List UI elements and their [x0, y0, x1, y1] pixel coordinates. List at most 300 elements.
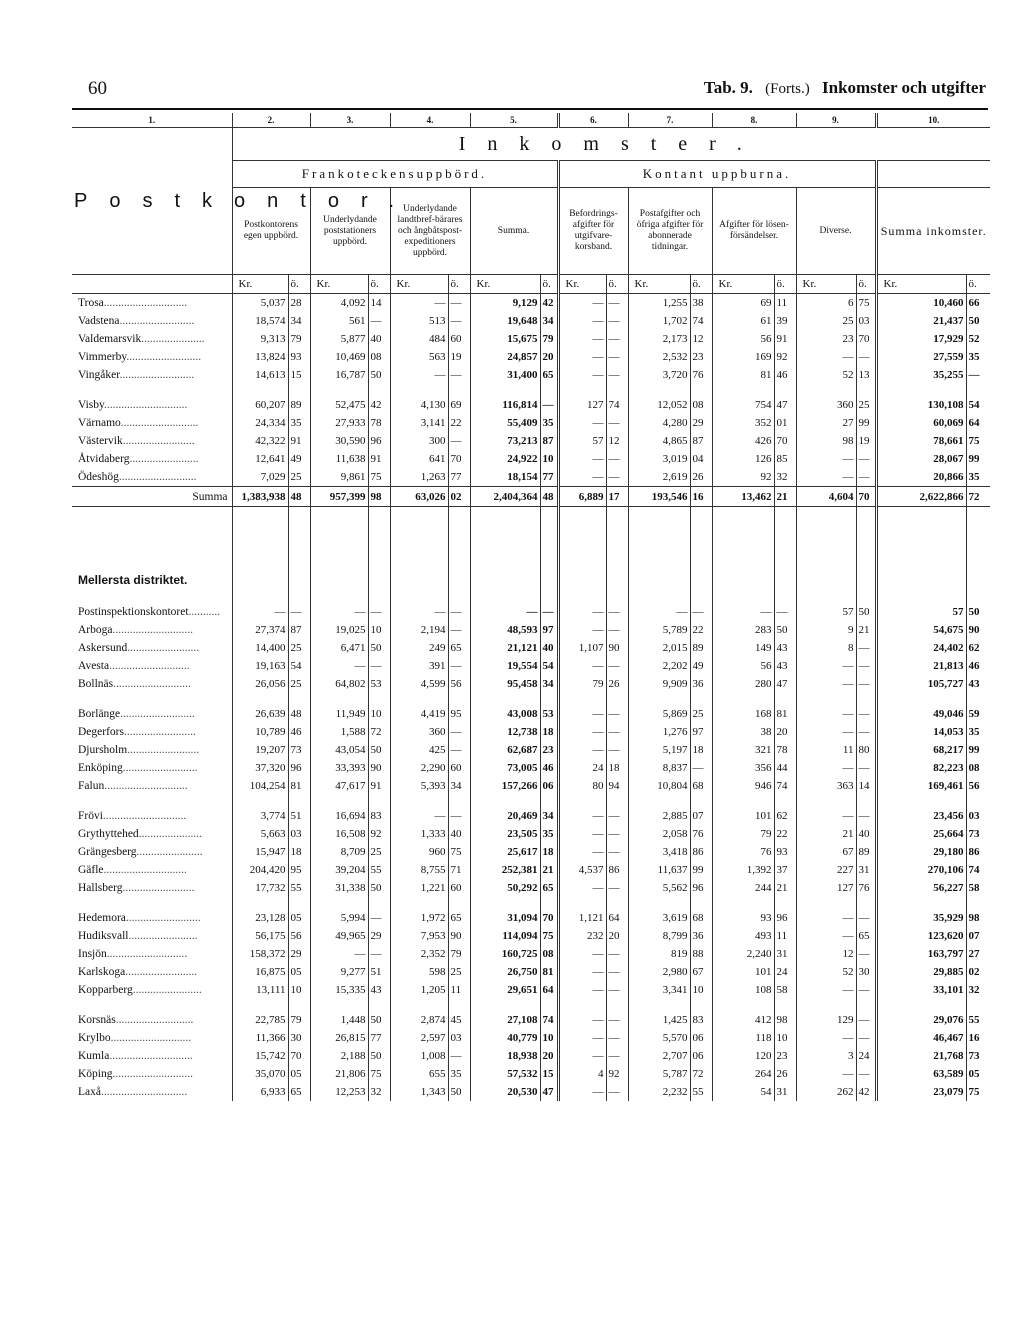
cell-ore: 05 — [966, 1065, 990, 1083]
cell-ore: — — [856, 1029, 876, 1047]
cell-kronor: 149 — [712, 639, 774, 657]
cell-ore: 96 — [690, 879, 712, 897]
cell-kronor: 6,471 — [310, 639, 368, 657]
cell-kronor: 27,933 — [310, 414, 368, 432]
banner-inkomster: Inkomster. — [232, 128, 990, 161]
cell-kronor: 8,755 — [390, 861, 448, 879]
column-number: 10. — [876, 113, 990, 128]
cell-ore: 16 — [690, 487, 712, 507]
cell-ore: 54 — [288, 657, 310, 675]
leader-dots: ........................ — [128, 930, 198, 942]
cell-ore: 91 — [288, 432, 310, 450]
cell-ore: — — [856, 723, 876, 741]
cell-ore: 43 — [774, 657, 796, 675]
cell-ore: 27 — [966, 945, 990, 963]
cell-ore: 24 — [774, 963, 796, 981]
cell-kronor: 40,779 — [470, 1029, 540, 1047]
cell-ore: 35 — [966, 723, 990, 741]
cell-kronor: — — [796, 807, 856, 825]
cell-kronor: 264 — [712, 1065, 774, 1083]
cell-kronor: 27,559 — [876, 348, 966, 366]
cell-ore: 46 — [966, 657, 990, 675]
cell-ore: 22 — [774, 825, 796, 843]
cell-ore: 21 — [774, 879, 796, 897]
cell-kronor: 21,806 — [310, 1065, 368, 1083]
cell-kronor: 2,885 — [628, 807, 690, 825]
cell-kronor: 1,107 — [558, 639, 606, 657]
cell-ore: 10 — [368, 621, 390, 639]
cell-ore: 03 — [856, 312, 876, 330]
cell-kronor: 19,554 — [470, 657, 540, 675]
cell-kronor: 5,562 — [628, 879, 690, 897]
cell-kronor: — — [558, 723, 606, 741]
cell-ore: 08 — [690, 396, 712, 414]
cell-ore: 87 — [540, 432, 558, 450]
cell-kronor: 27 — [796, 414, 856, 432]
cell-ore: 08 — [368, 348, 390, 366]
leader-dots: ........................... — [118, 471, 197, 483]
cell-ore: 35 — [966, 348, 990, 366]
cell-kronor: 49,046 — [876, 705, 966, 723]
cell-ore: — — [606, 1083, 628, 1101]
cell-kronor: 360 — [390, 723, 448, 741]
cell-ore: 81 — [288, 777, 310, 795]
row-label: Degerfors......................... — [78, 726, 196, 738]
cell-kronor: 18,574 — [232, 312, 288, 330]
row-label: Hallsberg......................... — [78, 882, 195, 894]
unit-kr: Kr. — [796, 275, 856, 294]
column-number: 3. — [310, 113, 390, 128]
cell-ore: 22 — [448, 414, 470, 432]
cell-ore: 06 — [690, 1029, 712, 1047]
cell-kronor: 37,320 — [232, 759, 288, 777]
cell-ore: 03 — [448, 1029, 470, 1047]
column-number: 8. — [712, 113, 796, 128]
cell-ore: 46 — [774, 366, 796, 384]
cell-kronor: 2,194 — [390, 621, 448, 639]
cell-kronor: 15,742 — [232, 1047, 288, 1065]
cell-kronor: 232 — [558, 927, 606, 945]
cell-kronor: 2,290 — [390, 759, 448, 777]
cell-kronor: 5,787 — [628, 1065, 690, 1083]
leader-dots: ......................... — [127, 642, 200, 654]
table-row — [72, 603, 990, 621]
cell-ore: 98 — [966, 909, 990, 927]
cell-kronor: — — [558, 825, 606, 843]
cell-kronor: 92 — [712, 468, 774, 487]
cell-ore: 74 — [690, 312, 712, 330]
table-row — [72, 705, 990, 723]
cell-kronor: 21 — [796, 825, 856, 843]
cell-ore: 86 — [690, 843, 712, 861]
row-label: Hudiksvall........................ — [78, 930, 198, 942]
cell-kronor: 23,128 — [232, 909, 288, 927]
table-row — [72, 621, 990, 639]
cell-kronor: 2,980 — [628, 963, 690, 981]
cell-kronor: 31,400 — [470, 366, 540, 384]
cell-ore: 93 — [288, 348, 310, 366]
cell-kronor: 46,467 — [876, 1029, 966, 1047]
cell-kronor: 67 — [796, 843, 856, 861]
cell-ore: 43 — [966, 675, 990, 693]
cell-ore: 74 — [606, 396, 628, 414]
cell-ore: 65 — [856, 927, 876, 945]
cell-kronor: 26,056 — [232, 675, 288, 693]
spacer-row — [72, 693, 990, 705]
cell-kronor: 957,399 — [310, 487, 368, 507]
cell-ore: — — [690, 759, 712, 777]
cell-ore: 29 — [288, 945, 310, 963]
cell-kronor: 57 — [558, 432, 606, 450]
cell-ore: 06 — [540, 777, 558, 795]
cell-ore: 42 — [368, 396, 390, 414]
cell-kronor: 24,922 — [470, 450, 540, 468]
cell-kronor: 754 — [712, 396, 774, 414]
cell-ore: 56 — [288, 927, 310, 945]
row-label: Vingåker.......................... — [78, 369, 195, 381]
cell-kronor: 28,067 — [876, 450, 966, 468]
cell-kronor: 3 — [796, 1047, 856, 1065]
leader-dots: .............................. — [100, 1086, 188, 1098]
cell-ore: 91 — [368, 450, 390, 468]
cell-kronor: — — [390, 603, 448, 621]
cell-kronor: 193,546 — [628, 487, 690, 507]
cell-kronor: 118 — [712, 1029, 774, 1047]
cell-ore: 65 — [448, 909, 470, 927]
cell-kronor: 23,456 — [876, 807, 966, 825]
cell-ore: 45 — [448, 1011, 470, 1029]
cell-ore: 29 — [368, 927, 390, 945]
cell-ore: 28 — [288, 294, 310, 313]
cell-kronor: 563 — [390, 348, 448, 366]
cell-ore: 54 — [966, 396, 990, 414]
cell-kronor: 31,094 — [470, 909, 540, 927]
cell-kronor: 7,029 — [232, 468, 288, 487]
unit-ore: ö. — [690, 275, 712, 294]
cell-ore: 46 — [540, 759, 558, 777]
cell-ore: 65 — [288, 1083, 310, 1101]
cell-kronor: — — [390, 366, 448, 384]
cell-ore: 73 — [966, 825, 990, 843]
table-row — [72, 432, 990, 450]
cell-kronor: 29,885 — [876, 963, 966, 981]
table-row — [72, 861, 990, 879]
cell-kronor: 17,929 — [876, 330, 966, 348]
cell-ore: — — [540, 603, 558, 621]
row-label: Grythyttehed...................... — [78, 828, 202, 840]
cell-ore: 19 — [856, 432, 876, 450]
unit-ore: ö. — [856, 275, 876, 294]
cell-kronor: 561 — [310, 312, 368, 330]
leader-dots: ........... — [188, 606, 221, 618]
cell-ore: — — [606, 741, 628, 759]
cell-kronor: 5,869 — [628, 705, 690, 723]
unit-ore: ö. — [288, 275, 310, 294]
row-label: Kumla............................. — [78, 1050, 193, 1062]
unit-ore: ö. — [774, 275, 796, 294]
column-number: 6. — [558, 113, 628, 128]
cell-ore: — — [856, 348, 876, 366]
cell-kronor: 120 — [712, 1047, 774, 1065]
column-number: 7. — [628, 113, 712, 128]
cell-ore: 70 — [856, 487, 876, 507]
cell-ore: 65 — [448, 639, 470, 657]
cell-kronor: 227 — [796, 861, 856, 879]
cell-ore: — — [448, 312, 470, 330]
cell-ore: — — [966, 366, 990, 384]
cell-ore: 38 — [690, 294, 712, 313]
cell-ore: 90 — [448, 927, 470, 945]
cell-kronor: 1,702 — [628, 312, 690, 330]
cell-ore: 15 — [288, 366, 310, 384]
cell-ore: — — [606, 468, 628, 487]
cell-kronor: 21,813 — [876, 657, 966, 675]
cell-kronor: 4,130 — [390, 396, 448, 414]
cell-ore: 20 — [774, 723, 796, 741]
cell-kronor: 11,949 — [310, 705, 368, 723]
leader-dots: ...................... — [138, 828, 202, 840]
cell-kronor: 1,263 — [390, 468, 448, 487]
leader-dots: ............................. — [104, 399, 188, 411]
table-row — [72, 675, 990, 693]
cell-kronor: 2,015 — [628, 639, 690, 657]
cell-kronor: 262 — [796, 1083, 856, 1101]
cell-kronor: — — [796, 1065, 856, 1083]
cell-ore: 89 — [856, 843, 876, 861]
row-label: Åtvidaberg........................ — [78, 453, 199, 465]
cell-kronor: 19,163 — [232, 657, 288, 675]
row-label: Karlskoga......................... — [78, 966, 198, 978]
cell-ore: 70 — [774, 432, 796, 450]
section-row — [72, 569, 990, 591]
cell-ore: 56 — [966, 777, 990, 795]
cell-ore: 70 — [856, 330, 876, 348]
cell-ore: — — [448, 366, 470, 384]
cell-ore: 44 — [774, 759, 796, 777]
cell-kronor: 484 — [390, 330, 448, 348]
cell-ore: 53 — [368, 675, 390, 693]
cell-kronor: 25,617 — [470, 843, 540, 861]
cell-ore: 77 — [368, 1029, 390, 1047]
cell-ore: 76 — [690, 366, 712, 384]
cell-ore: 60 — [448, 879, 470, 897]
table-row — [72, 330, 990, 348]
cell-kronor: — — [796, 705, 856, 723]
unit-ore: ö. — [448, 275, 470, 294]
cell-ore: 99 — [856, 414, 876, 432]
cell-kronor: 78,661 — [876, 432, 966, 450]
cell-kronor: 5,789 — [628, 621, 690, 639]
table-row — [72, 366, 990, 384]
spacer-row — [72, 507, 990, 570]
cell-ore: 51 — [288, 807, 310, 825]
cell-ore: 25 — [448, 963, 470, 981]
leader-dots: ............................. — [104, 780, 188, 792]
cell-kronor: — — [232, 603, 288, 621]
cell-ore: — — [856, 759, 876, 777]
cell-kronor: — — [558, 621, 606, 639]
leader-dots: ........................ — [132, 984, 202, 996]
cell-kronor: 425 — [390, 741, 448, 759]
cell-ore: — — [606, 945, 628, 963]
header-landtbrefbarare: Underlydande landtbref-bärares och ångbåtspost-expeditioners uppbörd. — [390, 188, 470, 275]
cell-ore: — — [288, 603, 310, 621]
row-label: Värnamo........................... — [78, 417, 199, 429]
column-number: 9. — [796, 113, 876, 128]
cell-kronor: 24,857 — [470, 348, 540, 366]
cell-kronor: 29,651 — [470, 981, 540, 999]
cell-ore: — — [368, 312, 390, 330]
cell-kronor: 8 — [796, 639, 856, 657]
cell-kronor: 1,425 — [628, 1011, 690, 1029]
cell-ore: 78 — [368, 414, 390, 432]
cell-ore: 32 — [368, 1083, 390, 1101]
cell-kronor: 68,217 — [876, 741, 966, 759]
unit-kr: Kr. — [558, 275, 606, 294]
cell-ore: 50 — [368, 1011, 390, 1029]
group-kontant: Kontant uppburna. — [558, 161, 876, 188]
cell-ore: 81 — [540, 963, 558, 981]
cell-ore: 70 — [448, 450, 470, 468]
cell-kronor: 3,774 — [232, 807, 288, 825]
cell-ore: 18 — [540, 843, 558, 861]
cell-ore: 99 — [966, 450, 990, 468]
cell-ore: 69 — [448, 396, 470, 414]
cell-kronor: 252,381 — [470, 861, 540, 879]
cell-ore: 25 — [288, 675, 310, 693]
cell-kronor: — — [310, 657, 368, 675]
cell-ore: 23 — [690, 348, 712, 366]
leader-dots: ......................... — [123, 726, 196, 738]
leader-dots: .......................... — [125, 912, 201, 924]
income-table — [72, 113, 990, 1101]
cell-ore: — — [606, 414, 628, 432]
cell-kronor: 160,725 — [470, 945, 540, 963]
cell-kronor: 20,866 — [876, 468, 966, 487]
cell-kronor: 25 — [796, 312, 856, 330]
leader-dots: .......................... — [126, 351, 202, 363]
cell-kronor: — — [310, 945, 368, 963]
cell-ore: 55 — [966, 1011, 990, 1029]
cell-ore: — — [606, 312, 628, 330]
cell-kronor: 8,709 — [310, 843, 368, 861]
table-row — [72, 396, 990, 414]
cell-kronor: 12,253 — [310, 1083, 368, 1101]
cell-kronor: 4,280 — [628, 414, 690, 432]
cell-ore: 05 — [288, 1065, 310, 1083]
cell-ore: 39 — [774, 312, 796, 330]
cell-ore: 34 — [448, 777, 470, 795]
cell-kronor: 127 — [558, 396, 606, 414]
leader-dots: ......................... — [127, 744, 200, 756]
cell-kronor: 204,420 — [232, 861, 288, 879]
cell-ore: 19 — [448, 348, 470, 366]
running-title — [704, 78, 986, 98]
cell-kronor: 11,638 — [310, 450, 368, 468]
cell-kronor: 1,972 — [390, 909, 448, 927]
cell-kronor: 69 — [712, 294, 774, 313]
cell-ore: 60 — [448, 330, 470, 348]
cell-ore: 58 — [774, 981, 796, 999]
cell-kronor: 23 — [796, 330, 856, 348]
leader-dots: ............................ — [112, 624, 193, 636]
cell-ore: 86 — [966, 843, 990, 861]
cell-kronor: 2,352 — [390, 945, 448, 963]
cell-kronor: 2,597 — [390, 1029, 448, 1047]
cell-ore: 16 — [966, 1029, 990, 1047]
row-label: Djursholm......................... — [78, 744, 200, 756]
cell-kronor: 95,458 — [470, 675, 540, 693]
cell-ore: 11 — [448, 981, 470, 999]
cell-ore: 18 — [690, 741, 712, 759]
cell-kronor: 12,052 — [628, 396, 690, 414]
row-label: Gäfle............................. — [78, 864, 187, 876]
cell-ore: 49 — [690, 657, 712, 675]
cell-ore: — — [540, 396, 558, 414]
cell-kronor: 283 — [712, 621, 774, 639]
cell-ore: 62 — [774, 807, 796, 825]
cell-ore: 56 — [448, 675, 470, 693]
cell-ore: 30 — [856, 963, 876, 981]
cell-kronor: 5,877 — [310, 330, 368, 348]
table-row — [72, 294, 990, 313]
cell-ore: 86 — [606, 861, 628, 879]
cell-ore: 49 — [288, 450, 310, 468]
cell-kronor: 2,622,866 — [876, 487, 966, 507]
cell-kronor: 57,532 — [470, 1065, 540, 1083]
cell-kronor: 5,663 — [232, 825, 288, 843]
cell-ore: — — [606, 825, 628, 843]
cell-ore: 20 — [540, 1047, 558, 1065]
cell-kronor: 18,938 — [470, 1047, 540, 1065]
cell-kronor: 35,929 — [876, 909, 966, 927]
cell-ore: 88 — [690, 945, 712, 963]
cell-kronor: 79 — [712, 825, 774, 843]
cell-kronor: 56,175 — [232, 927, 288, 945]
cell-kronor: 169 — [712, 348, 774, 366]
cell-kronor: 14,613 — [232, 366, 288, 384]
cell-ore: 21 — [540, 861, 558, 879]
row-label: Korsnäs........................... — [78, 1014, 194, 1026]
cell-ore: 43 — [368, 981, 390, 999]
cell-ore: — — [448, 807, 470, 825]
cell-kronor: 3,019 — [628, 450, 690, 468]
cell-kronor: 10,804 — [628, 777, 690, 795]
row-label: Borlänge.......................... — [78, 708, 195, 720]
cell-ore: 10 — [540, 1029, 558, 1047]
cell-kronor: 946 — [712, 777, 774, 795]
cell-kronor: 127 — [796, 879, 856, 897]
cell-ore: 02 — [448, 487, 470, 507]
cell-ore: 22 — [690, 621, 712, 639]
leader-dots: ............................ — [109, 660, 190, 672]
cell-kronor: 13,111 — [232, 981, 288, 999]
cell-kronor: — — [796, 909, 856, 927]
table-row — [72, 741, 990, 759]
cell-ore: 96 — [774, 909, 796, 927]
cell-kronor: 116,814 — [470, 396, 540, 414]
cell-kronor: 2,240 — [712, 945, 774, 963]
row-label: Falun............................. — [78, 780, 188, 792]
cell-ore: 97 — [690, 723, 712, 741]
unit-kr: Kr. — [232, 275, 288, 294]
cell-kronor: 27,108 — [470, 1011, 540, 1029]
cell-kronor: — — [796, 348, 856, 366]
cell-kronor: 280 — [712, 675, 774, 693]
cell-kronor: 104,254 — [232, 777, 288, 795]
cell-ore: 80 — [856, 741, 876, 759]
cell-ore: 35 — [966, 468, 990, 487]
